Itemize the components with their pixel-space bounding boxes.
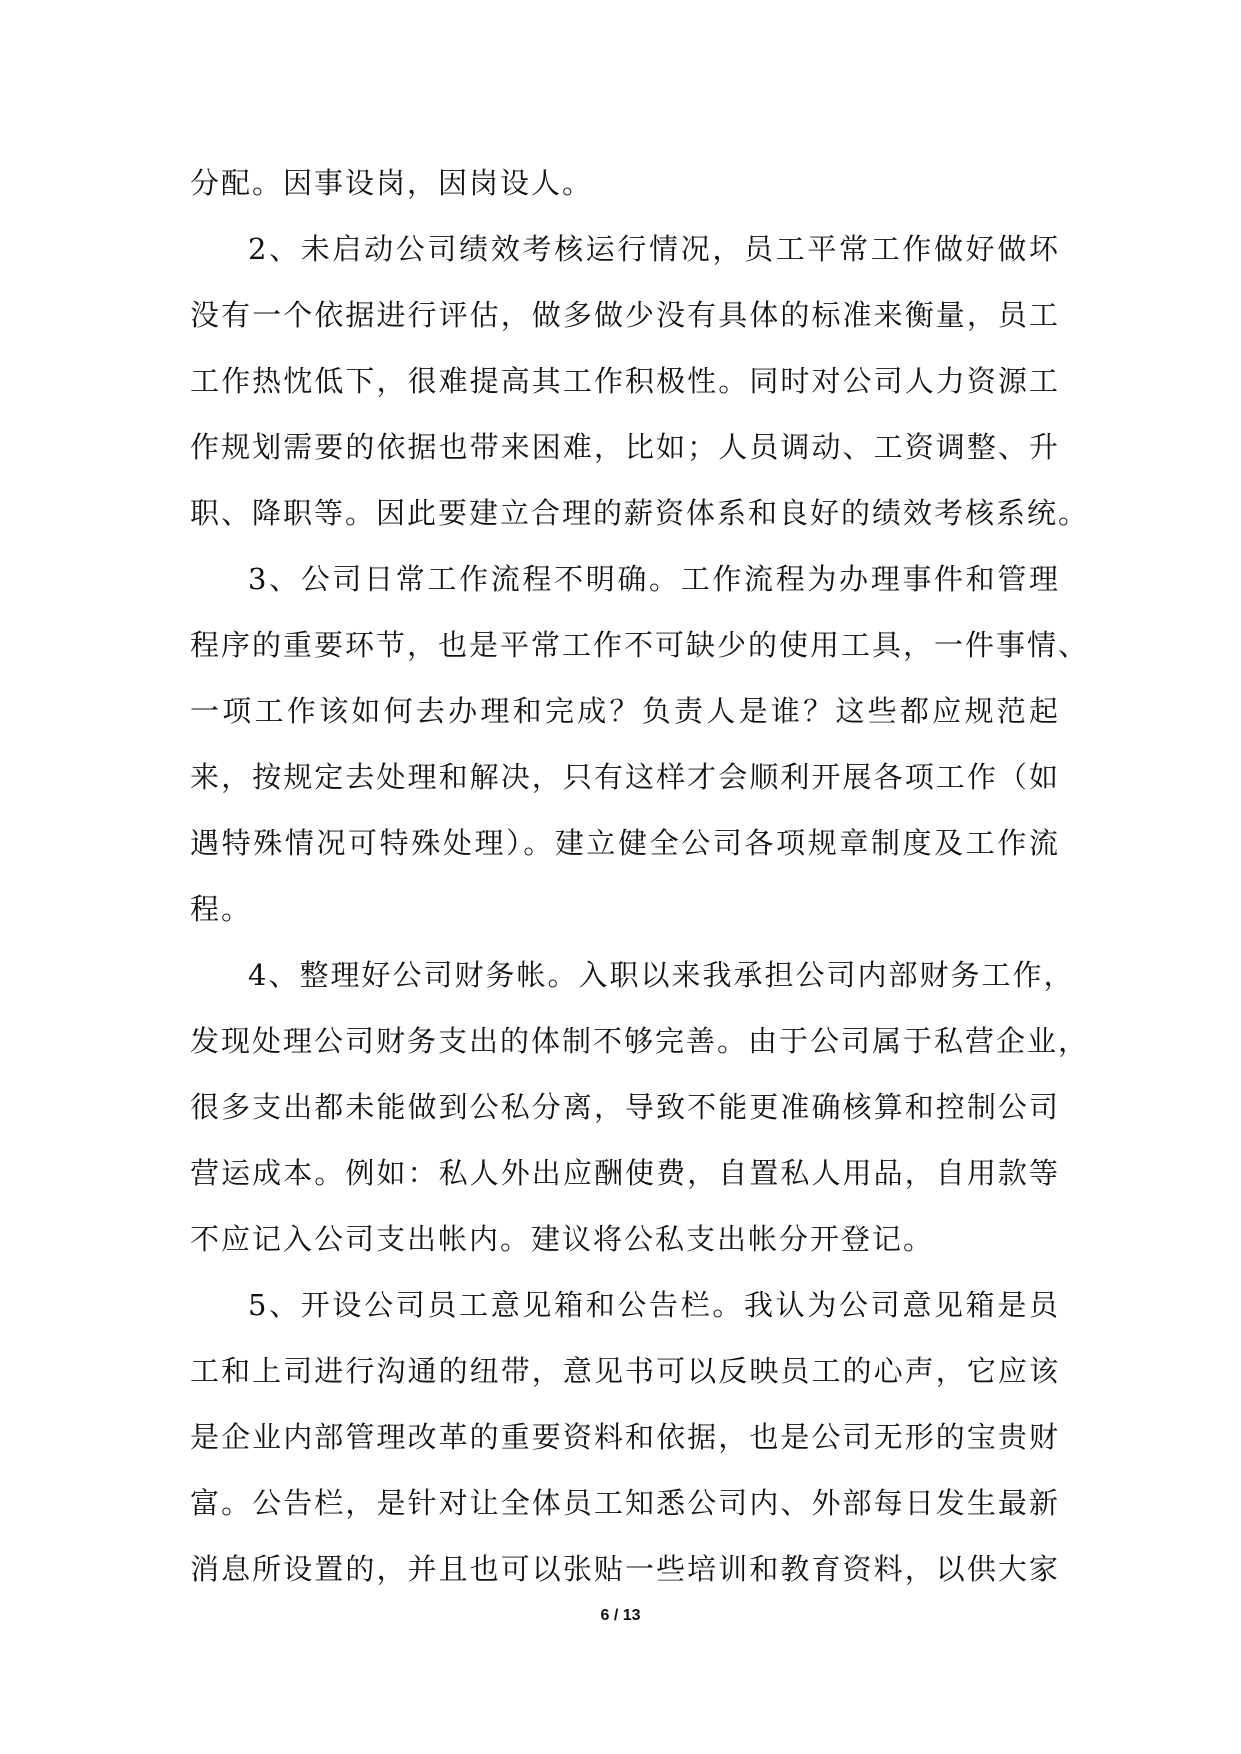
page-number: 6 / 13 <box>600 1607 641 1624</box>
text-line: 富。公告栏，是针对让全体员工知悉公司内、外部每日发生最新 <box>190 1486 1060 1520</box>
text-line: 是企业内部管理改革的重要资料和依据，也是公司无形的宝贵财 <box>190 1420 1060 1454</box>
text-line: 3、公司日常工作流程不明确。工作流程为办理事件和管理 <box>248 562 1060 596</box>
text-line: 工作热忱低下，很难提高其工作积极性。同时对公司人力资源工 <box>190 364 1060 398</box>
text-line: 工和上司进行沟通的纽带，意见书可以反映员工的心声，它应该 <box>190 1354 1060 1388</box>
text-line: 很多支出都未能做到公私分离，导致不能更准确核算和控制公司 <box>190 1090 1060 1124</box>
text-line: 作规划需要的依据也带来困难，比如；人员调动、工资调整、升 <box>190 430 1060 464</box>
text-line: 遇特殊情况可特殊处理）。建立健全公司各项规章制度及工作流 <box>190 826 1060 860</box>
text-line: 分配。因事设岗，因岗设人。 <box>190 166 594 200</box>
text-line: 消息所设置的，并且也可以张贴一些培训和教育资料，以供大家 <box>190 1552 1060 1586</box>
text-line: 没有一个依据进行评估，做多做少没有具体的标准来衡量，员工 <box>190 298 1060 332</box>
text-line: 2、未启动公司绩效考核运行情况，员工平常工作做好做坏 <box>248 232 1060 266</box>
text-line: 来，按规定去处理和解决，只有这样才会顺利开展各项工作（如 <box>190 760 1060 794</box>
text-line: 程。 <box>190 892 253 926</box>
text-line: 发现处理公司财务支出的体制不够完善。由于公司属于私营企业， <box>190 1024 1090 1058</box>
text-line: 4、整理好公司财务帐。入职以来我承担公司内部财务工作， <box>248 958 1075 992</box>
text-line: 职、降职等。因此要建立合理的薪资体系和良好的绩效考核系统。 <box>190 496 1090 530</box>
text-line: 营运成本。例如：私人外出应酬使费，自置私人用品，自用款等 <box>190 1156 1060 1190</box>
document-body <box>190 150 1090 1602</box>
text-line: 不应记入公司支出帐内。建议将公私支出帐分开登记。 <box>190 1222 935 1256</box>
text-line: 程序的重要环节，也是平常工作不可缺少的使用工具，一件事情、 <box>190 628 1090 662</box>
text-line: 5、开设公司员工意见箱和公告栏。我认为公司意见箱是员 <box>248 1288 1060 1322</box>
text-line: 一项工作该如何去办理和完成？负责人是谁？这些都应规范起 <box>190 694 1060 728</box>
